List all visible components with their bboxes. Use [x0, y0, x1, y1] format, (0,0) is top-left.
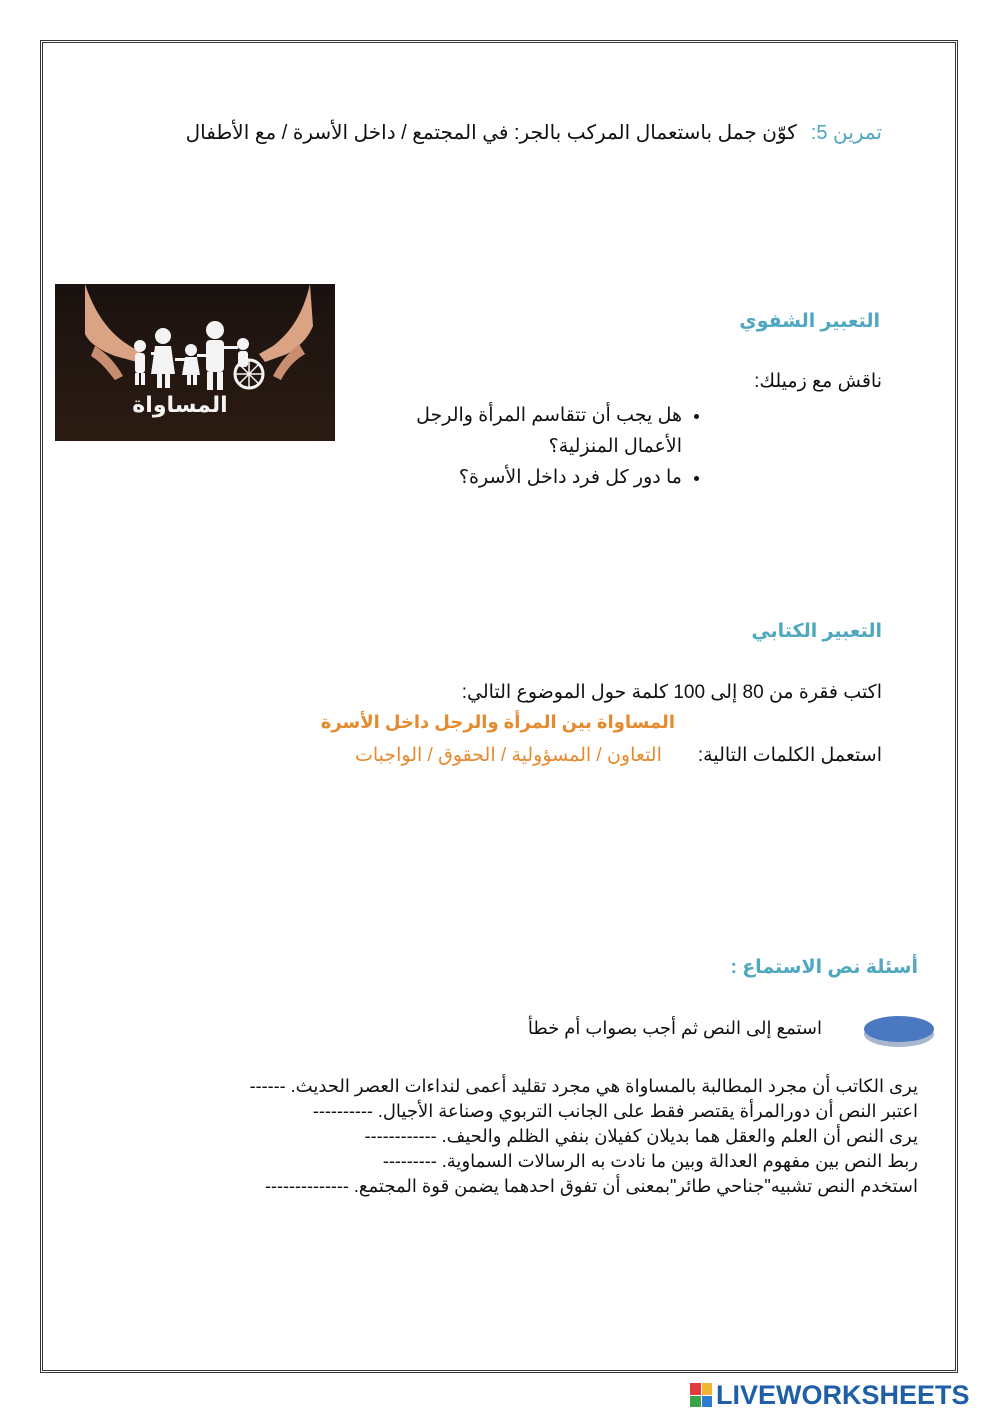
list-item: استخدم النص تشبيه"جناحي طائر"بمعنى أن تفوق احدهما يضمن قوة المجتمع. --------------: [265, 1176, 918, 1196]
oral-title: التعبير الشفوي: [739, 311, 880, 332]
writing-title: التعبير الكتابي: [751, 621, 882, 642]
exercise-5-instruction: كوّن جمل باستعمال المركب بالجر: في المجتمع / داخل الأسرة / مع الأطفال: [185, 122, 797, 144]
exercise-5-label: تمرين 5:: [810, 122, 882, 144]
list-item: • ما دور كل فرد داخل الأسرة؟: [392, 462, 682, 493]
list-item: يرى الكاتب أن مجرد المطالبة بالمساواة هي مجرد تقليد أعمى لنداءات العصر الحديث. ------: [249, 1076, 918, 1096]
family-paper-cutout-icon: [55, 284, 335, 441]
oral-questions: [392, 400, 704, 493]
list-item: ربط النص بين مفهوم العدالة وبين ما نادت به الرسالات السماوية. ---------: [382, 1151, 918, 1171]
brand-name: LIVEWORKSHEETS: [716, 1379, 970, 1410]
oral-prompt: ناقش مع زميلك:: [754, 371, 882, 392]
listening-instruction: استمع إلى النص ثم أجب بصواب أم خطأ: [527, 1018, 822, 1038]
writing-instruction: اكتب فقرة من 80 إلى 100 كلمة حول الموضوع التالي:: [461, 682, 882, 703]
list-item: • هل يجب أن تتقاسم المرأة والرجل الأعمال المنزلية؟: [392, 400, 682, 462]
words-label: استعمل الكلمات التالية:: [697, 745, 882, 766]
liveworksheets-logo: [690, 1378, 970, 1412]
writing-words: [355, 744, 882, 767]
audio-play-button[interactable]: [864, 1016, 934, 1042]
image-caption: المساواة: [132, 393, 228, 418]
list-item: اعتبر النص أن دورالمرأة يقتصر فقط على الجانب التربوي وصناعة الأجيال. ----------: [312, 1101, 918, 1121]
equality-photo: [55, 284, 335, 441]
listening-title: أسئلة نص الاستماع :: [730, 957, 918, 978]
words-list: التعاون / المسؤولية / الحقوق / الواجبات: [354, 745, 662, 766]
logo-badge-icon: [690, 1383, 712, 1407]
exercise-5: [186, 120, 882, 145]
listening-statements: [250, 1074, 918, 1199]
writing-topic: المساواة بين المرأة والرجل داخل الأسرة: [320, 712, 675, 732]
list-item: يرى النص أن العلم والعقل هما بديلان كفيلان بنفي الظلم والحيف. ------------: [364, 1126, 918, 1146]
